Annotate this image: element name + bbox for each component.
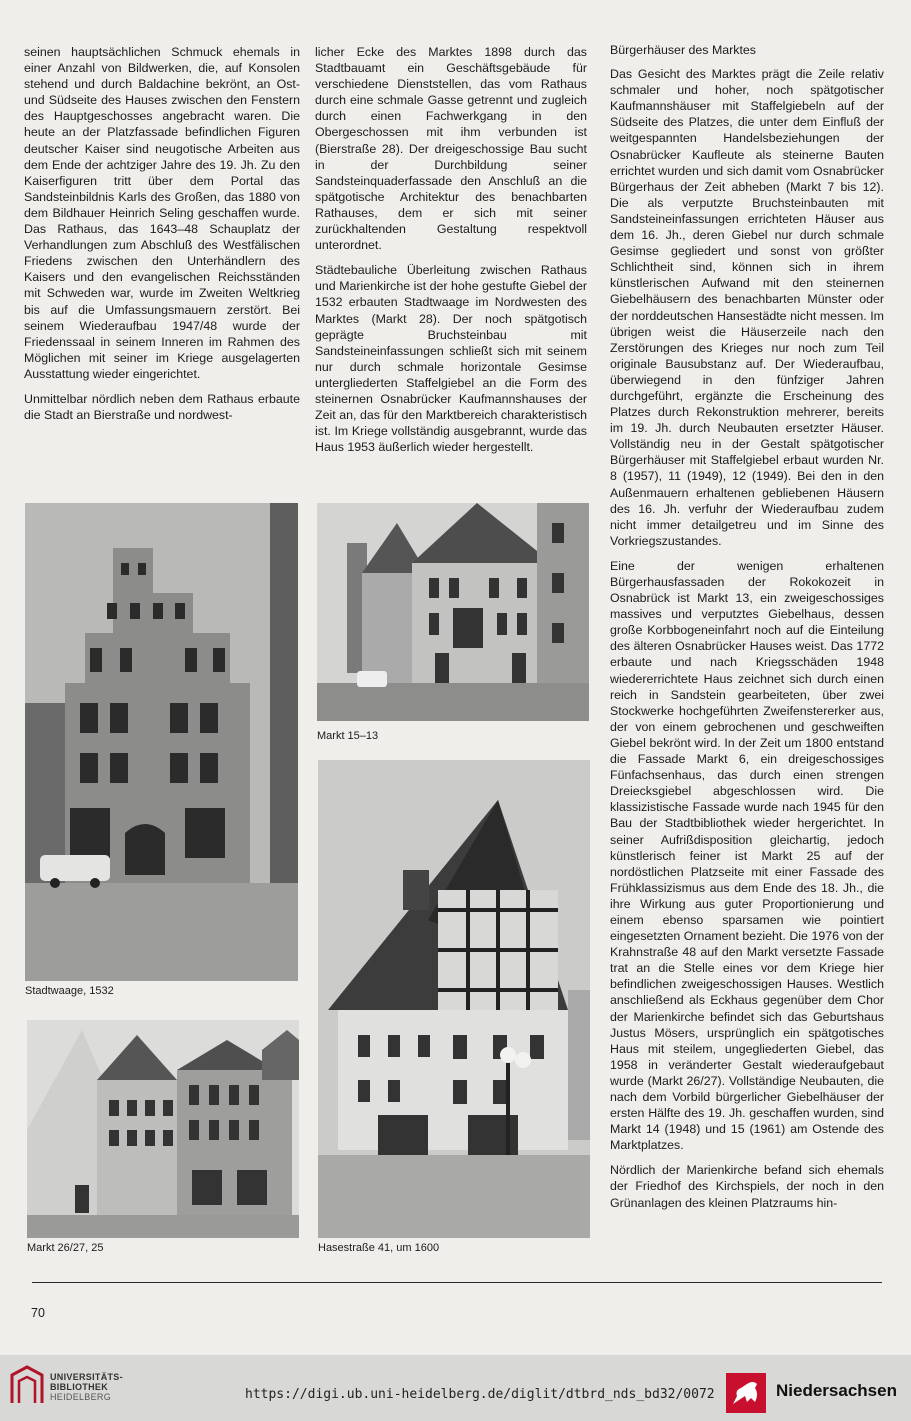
text-column-2 (315, 44, 587, 464)
section-heading: Bürgerhäuser des Marktes (610, 43, 757, 57)
state-name[interactable]: Niedersachsen (776, 1381, 897, 1400)
library-name-line: HEIDELBERG (50, 1392, 112, 1402)
text-column-3 (610, 42, 884, 1220)
paragraph: Das Gesicht des Marktes prägt die Zeile relativ schmaler und hoher, noch spätgotischer Kaufmannshäuser mit Staffelgiebeln auf der Südseite des Platzes, die unter dem Einfluß der weitgespannten Handelsbeziehungen der Osnabrücker Kaufleute als steinerne Bauten errichtet wurden und sich damit vom Osnabrücker Bürgerhaus der Zeit abheben (Markt 7 bis 12). Die als verputzte Bruchsteinbauten mit Sandsteineinfassungen errichteten Häuser aus dem 16. Jh., deren Giebel nur durch schmale Gesimse gegliedert und sonst von größter Schlichtheit sind, können sich in ihrem künstlerischen Aufwand mit den steinernen Giebelhäusern des benachbarten Münster oder der norddeutschen Hansestädte nicht messen. Im übrigen weist die Häuserzeile nach den Zerstörungen des Krieges nur noch zum Teil originale Bausubstanz auf. Der Wiederaufbau, überwiegend in den fünfziger Jahren durchgeführt, ergänzte die Erscheinung des Platzes durch Rekonstruktion mehrerer, bereits im 19. Jh. durch Neubauten ersetzter Häuser. Vollständig neu in der Gestalt spätgotischer Bürgerhäuser mit Staffelgiebel erbaut wurden Nr. 8 (1957), 11 (1949), 12 (1949). Bei den in den Außenmauern erhaltenen gebliebenen Häusern des 16. Jh. verfuhr der Wiederaufbau zudem nicht immer detailgetreu und im Sinne des Vorkriegszustandes. (610, 67, 884, 548)
paragraph: seinen hauptsächlichen Schmuck ehemals in einer Anzahl von Bildwerken, die, auf Konsolen stehend und durch Baldachine bekrönt, an Ost- und Südseite des Hauses zwischen den Fenstern des Hauptgeschosses angebracht waren. Die heute an der Platzfassade befindlichen Figuren deutscher Kaiser sind neugotische Arbeiten aus dem Ende der achtziger Jahre des 19. Jh. Zu den Kaiserfiguren tritt über dem Portal das Sandsteinbildnis Karls des Großen, das 1880 von dem Bildhauer Heinrich Seling geschaffen wurde. Das Rathaus, das 1643–48 Schauplatz der Verhandlungen zum Abschluß des Westfälischen Friedens zwischen den Unterhändlern des Kaisers und den evangelischen Reichsständen mit Schweden war, wurde im Zweiten Weltkrieg bis auf die Umfassungsmauern zerstört. Bei seinem Wiederaufbau 1947/48 wurde der Friedenssaal in seinem Inneren im Rahmen des Möglichen mit seiner im Kriege ausgelagerten Ausstattung wieder eingerichtet. (24, 45, 300, 381)
university-library-logo-icon[interactable] (10, 1365, 44, 1405)
photo-caption: Hasestraße 41, um 1600 (318, 1242, 440, 1254)
paragraph: licher Ecke des Marktes 1898 durch das Stadtbauamt ein Geschäftsgebäude für verschiedene Dienststellen, das vom Rathaus durch eine schmale Gasse getrennt und zugleich durch einen Fachwerkgang in den Obergeschossen mit ihm verbunden ist (Bierstraße 28). Der dreigeschossige Bau sucht in der Durchbildung seiner Sandsteinquaderfassade den Anschluß an die spätgotische Architektur des benachbarten Rathauses, dem er sich mit seiner zurückhaltenden Gestaltung respektvoll unterordnet. (315, 45, 587, 253)
text-column-1 (24, 44, 300, 432)
photo-markt-15-13 (317, 503, 589, 721)
photo-stadtwaage (25, 503, 298, 981)
library-name-line: BIBLIOTHEK (50, 1382, 108, 1392)
niedersachsen-horse-icon[interactable] (725, 1372, 767, 1414)
paragraph: Städtebauliche Überleitung zwischen Rathaus und Marienkirche ist der hohe gestufte Giebel der 1532 erbauten Stadtwaage im Nordwesten des Marktes (Markt 28). Der noch spätgotisch geprägte Bruchsteinbau mit Sandsteineinfassungen schließt sich mit seinem nur durch schmale horizontale Gesimse untergliederten Staffelgiebel an die Form des steinernen Osnabrücker Kaufmannshauses der Zeit an, das für den Marktbereich charakteristisch ist. Im Kriege vollständig ausgebrannt, wurde das Haus 1953 äußerlich wieder hergestellt. (315, 263, 587, 455)
photo-hasestrasse-41 (318, 760, 590, 1238)
paragraph: Nördlich der Marienkirche befand sich ehemals der Friedhof des Kirchspiels, der noch in den Grünanlagen des kleinen Platzraums hin- (610, 1163, 884, 1210)
photo-caption: Stadtwaage, 1532 (25, 985, 114, 997)
library-name[interactable] (50, 1372, 123, 1402)
paragraph: Unmittelbar nördlich neben dem Rathaus erbaute die Stadt an Bierstraße und nordwest- (24, 391, 300, 423)
footer-rule (32, 1282, 882, 1283)
photo-caption: Markt 26/27, 25 (27, 1242, 104, 1254)
page-number: 70 (31, 1306, 45, 1320)
paragraph: Eine der wenigen erhaltenen Bürgerhausfassaden der Rokokozeit in Osnabrück ist Markt 13, ein zweigeschossiges massives und verputztes Giebelhaus, dessen große Korbbogeneinfahrt noch auf die Einteilung des älteren Osnabrücker Hauses weist. Das 1772 erbaute und nach Kriegsschäden 1948 wiedererrichtete Haus zeichnet sich durch einen reich in Sandstein gearbeiteten, über zwei Stockwerke hochgeführten Zweifenstererker aus, der von einem gebrochenen und geschweiften Giebel bekrönt wird. In der Zeit um 1800 entstand die Fassade Markt 6, ein dreigeschossiges Fünfachsenhaus, das durch einen strengen Dreiecksgiebel abgeschlossen wird. Die klassizistische Fassade wurde nach 1945 für den Bau der Stadtbibliothek wieder hergerichtet. In seiner Aufrißdisposition gleichartig, jedoch künstlerisch feiner ist Markt 25 auf der nordöstlichen Platzseite mit einer Fassade des Frühklassizismus aus dem Ende des 18. Jh., die ihre Wirkung aus guter Proportionierung und einem ebenso sparsamen wie pointiert eingesetzten Ornament bezieht. Die 1976 von der Krahnstraße 48 auf den Markt versetzte Fassade trat an die Stelle eines vor dem Kriege hier befindlichen zweigeschossigen Hauses. Westlich anschließend als Eckhaus gegenüber dem Chor der Marienkirche befindet sich das Geburtshaus Justus Mösers, ursprünglich ein spätgotisches Haus mit steilem, ungegliederten Giebel, das 1958 in veränderter Gestalt wiederaufgebaut wurde (Markt 26/27). Vollständige Neubauten, die nach dem Vorbild bürgerlicher Giebelhäuser der ersten Hälfte des 19. Jh. geschaffen wurden, sind Markt 14 (1948) und 15 (1961) am Ostende des Marktplatzes. (610, 558, 884, 1153)
photo-markt-26-27-25 (27, 1020, 299, 1238)
library-name-line: UNIVERSITÄTS- (50, 1372, 123, 1382)
photo-caption: Markt 15–13 (317, 730, 379, 742)
document-url[interactable]: https://digi.ub.uni-heidelberg.de/diglit/dtbrd_nds_bd32/0072 (245, 1387, 715, 1402)
